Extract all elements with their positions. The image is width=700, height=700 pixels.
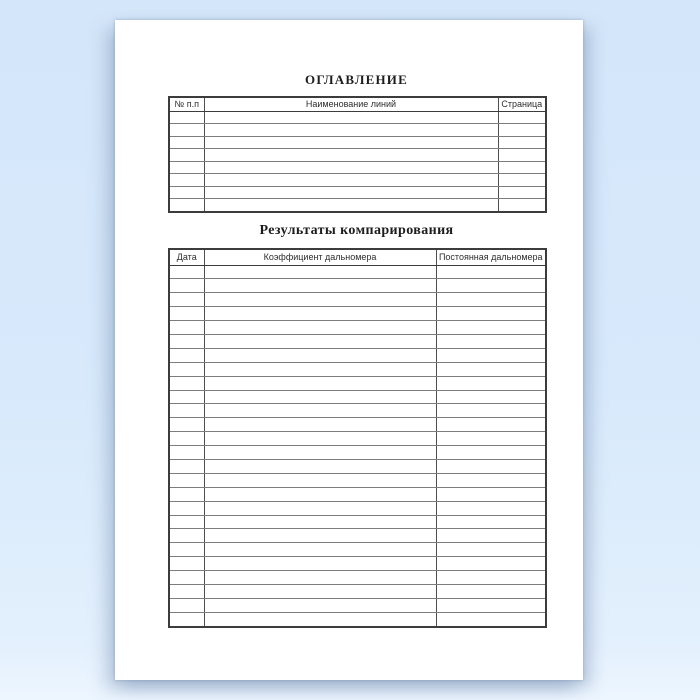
empty-cell (169, 557, 204, 571)
empty-cell (169, 487, 204, 501)
empty-cell (204, 186, 498, 199)
empty-cell (436, 265, 546, 279)
empty-cell (436, 459, 546, 473)
results-empty-row (169, 348, 546, 362)
results-empty-row (169, 446, 546, 460)
empty-cell (204, 557, 436, 571)
empty-cell (436, 307, 546, 321)
empty-cell (169, 307, 204, 321)
empty-cell (204, 473, 436, 487)
empty-cell (169, 348, 204, 362)
toc-empty-row (169, 149, 546, 162)
empty-cell (436, 404, 546, 418)
empty-cell (436, 543, 546, 557)
results-col-constant: Постоянная дальномера (436, 249, 546, 265)
empty-cell (204, 376, 436, 390)
empty-cell (204, 432, 436, 446)
empty-cell (169, 111, 204, 124)
empty-cell (498, 161, 546, 174)
results-empty-row (169, 307, 546, 321)
empty-cell (169, 149, 204, 162)
empty-cell (436, 293, 546, 307)
results-header-row (169, 249, 546, 265)
empty-cell (169, 124, 204, 137)
empty-cell (169, 404, 204, 418)
results-empty-row (169, 557, 546, 571)
results-empty-row (169, 404, 546, 418)
empty-cell (169, 529, 204, 543)
empty-cell (169, 279, 204, 293)
empty-cell (498, 111, 546, 124)
toc-empty-row (169, 111, 546, 124)
toc-empty-row (169, 136, 546, 149)
results-empty-row (169, 418, 546, 432)
empty-cell (204, 307, 436, 321)
empty-cell (436, 446, 546, 460)
empty-cell (436, 515, 546, 529)
results-empty-row (169, 362, 546, 376)
results-empty-row (169, 571, 546, 585)
toc-empty-row (169, 161, 546, 174)
toc-empty-row (169, 199, 546, 212)
results-empty-row (169, 473, 546, 487)
empty-cell (436, 334, 546, 348)
empty-cell (204, 199, 498, 212)
empty-cell (436, 598, 546, 612)
empty-cell (436, 376, 546, 390)
empty-cell (436, 418, 546, 432)
empty-cell (204, 149, 498, 162)
empty-cell (169, 501, 204, 515)
empty-cell (169, 161, 204, 174)
empty-cell (204, 529, 436, 543)
empty-cell (204, 334, 436, 348)
empty-cell (436, 390, 546, 404)
empty-cell (498, 136, 546, 149)
empty-cell (204, 293, 436, 307)
empty-cell (498, 186, 546, 199)
results-empty-row (169, 543, 546, 557)
results-empty-row (169, 334, 546, 348)
results-empty-row (169, 293, 546, 307)
empty-cell (436, 612, 546, 627)
empty-cell (169, 362, 204, 376)
empty-cell (169, 446, 204, 460)
empty-cell (169, 186, 204, 199)
toc-header-row (169, 97, 546, 111)
empty-cell (204, 174, 498, 187)
results-table-body (169, 265, 546, 627)
empty-cell (204, 390, 436, 404)
empty-cell (169, 473, 204, 487)
results-empty-row (169, 376, 546, 390)
empty-cell (169, 515, 204, 529)
toc-table (168, 96, 547, 213)
empty-cell (169, 293, 204, 307)
results-empty-row (169, 279, 546, 293)
empty-cell (204, 348, 436, 362)
results-empty-row (169, 584, 546, 598)
toc-empty-row (169, 174, 546, 187)
empty-cell (169, 459, 204, 473)
results-empty-row (169, 529, 546, 543)
empty-cell (169, 418, 204, 432)
empty-cell (204, 487, 436, 501)
empty-cell (204, 543, 436, 557)
results-empty-row (169, 265, 546, 279)
empty-cell (169, 265, 204, 279)
empty-cell (204, 404, 436, 418)
results-empty-row (169, 612, 546, 627)
empty-cell (204, 161, 498, 174)
empty-cell (498, 174, 546, 187)
empty-cell (436, 432, 546, 446)
empty-cell (204, 515, 436, 529)
results-title: Результаты компарирования (259, 223, 454, 238)
empty-cell (204, 362, 436, 376)
empty-cell (169, 136, 204, 149)
empty-cell (169, 174, 204, 187)
empty-cell (169, 390, 204, 404)
toc-title: ОГЛАВЛЕНИЕ (305, 72, 408, 87)
empty-cell (204, 446, 436, 460)
results-empty-row (169, 432, 546, 446)
empty-cell (436, 321, 546, 335)
empty-cell (436, 487, 546, 501)
toc-col-number: № п.п (169, 97, 204, 111)
empty-cell (436, 279, 546, 293)
empty-cell (169, 376, 204, 390)
empty-cell (204, 612, 436, 627)
empty-cell (498, 124, 546, 137)
empty-cell (436, 584, 546, 598)
toc-table-body (169, 111, 546, 212)
empty-cell (436, 501, 546, 515)
empty-cell (169, 584, 204, 598)
empty-cell (204, 265, 436, 279)
results-empty-row (169, 321, 546, 335)
empty-cell (204, 598, 436, 612)
results-table-header (169, 249, 546, 265)
empty-cell (204, 111, 498, 124)
results-empty-row (169, 390, 546, 404)
empty-cell (436, 362, 546, 376)
empty-cell (169, 199, 204, 212)
empty-cell (498, 149, 546, 162)
results-empty-row (169, 459, 546, 473)
toc-empty-row (169, 124, 546, 137)
empty-cell (204, 571, 436, 585)
results-table (168, 248, 547, 628)
empty-cell (169, 571, 204, 585)
empty-cell (204, 584, 436, 598)
results-empty-row (169, 487, 546, 501)
empty-cell (204, 321, 436, 335)
results-empty-row (169, 515, 546, 529)
toc-empty-row (169, 186, 546, 199)
empty-cell (436, 571, 546, 585)
results-empty-row (169, 501, 546, 515)
empty-cell (498, 199, 546, 212)
empty-cell (204, 501, 436, 515)
results-col-coefficient: Коэффициент дальномера (204, 249, 436, 265)
empty-cell (169, 432, 204, 446)
empty-cell (204, 124, 498, 137)
empty-cell (436, 557, 546, 571)
scanned-document-page (115, 20, 583, 680)
toc-col-page: Страница (498, 97, 546, 111)
empty-cell (204, 136, 498, 149)
toc-table-header (169, 97, 546, 111)
empty-cell (169, 612, 204, 627)
toc-col-line-name: Наименование линий (204, 97, 498, 111)
empty-cell (204, 418, 436, 432)
empty-cell (169, 598, 204, 612)
empty-cell (169, 321, 204, 335)
empty-cell (436, 348, 546, 362)
empty-cell (436, 473, 546, 487)
empty-cell (169, 543, 204, 557)
results-col-date: Дата (169, 249, 204, 265)
empty-cell (204, 279, 436, 293)
results-empty-row (169, 598, 546, 612)
empty-cell (436, 529, 546, 543)
empty-cell (204, 459, 436, 473)
empty-cell (169, 334, 204, 348)
